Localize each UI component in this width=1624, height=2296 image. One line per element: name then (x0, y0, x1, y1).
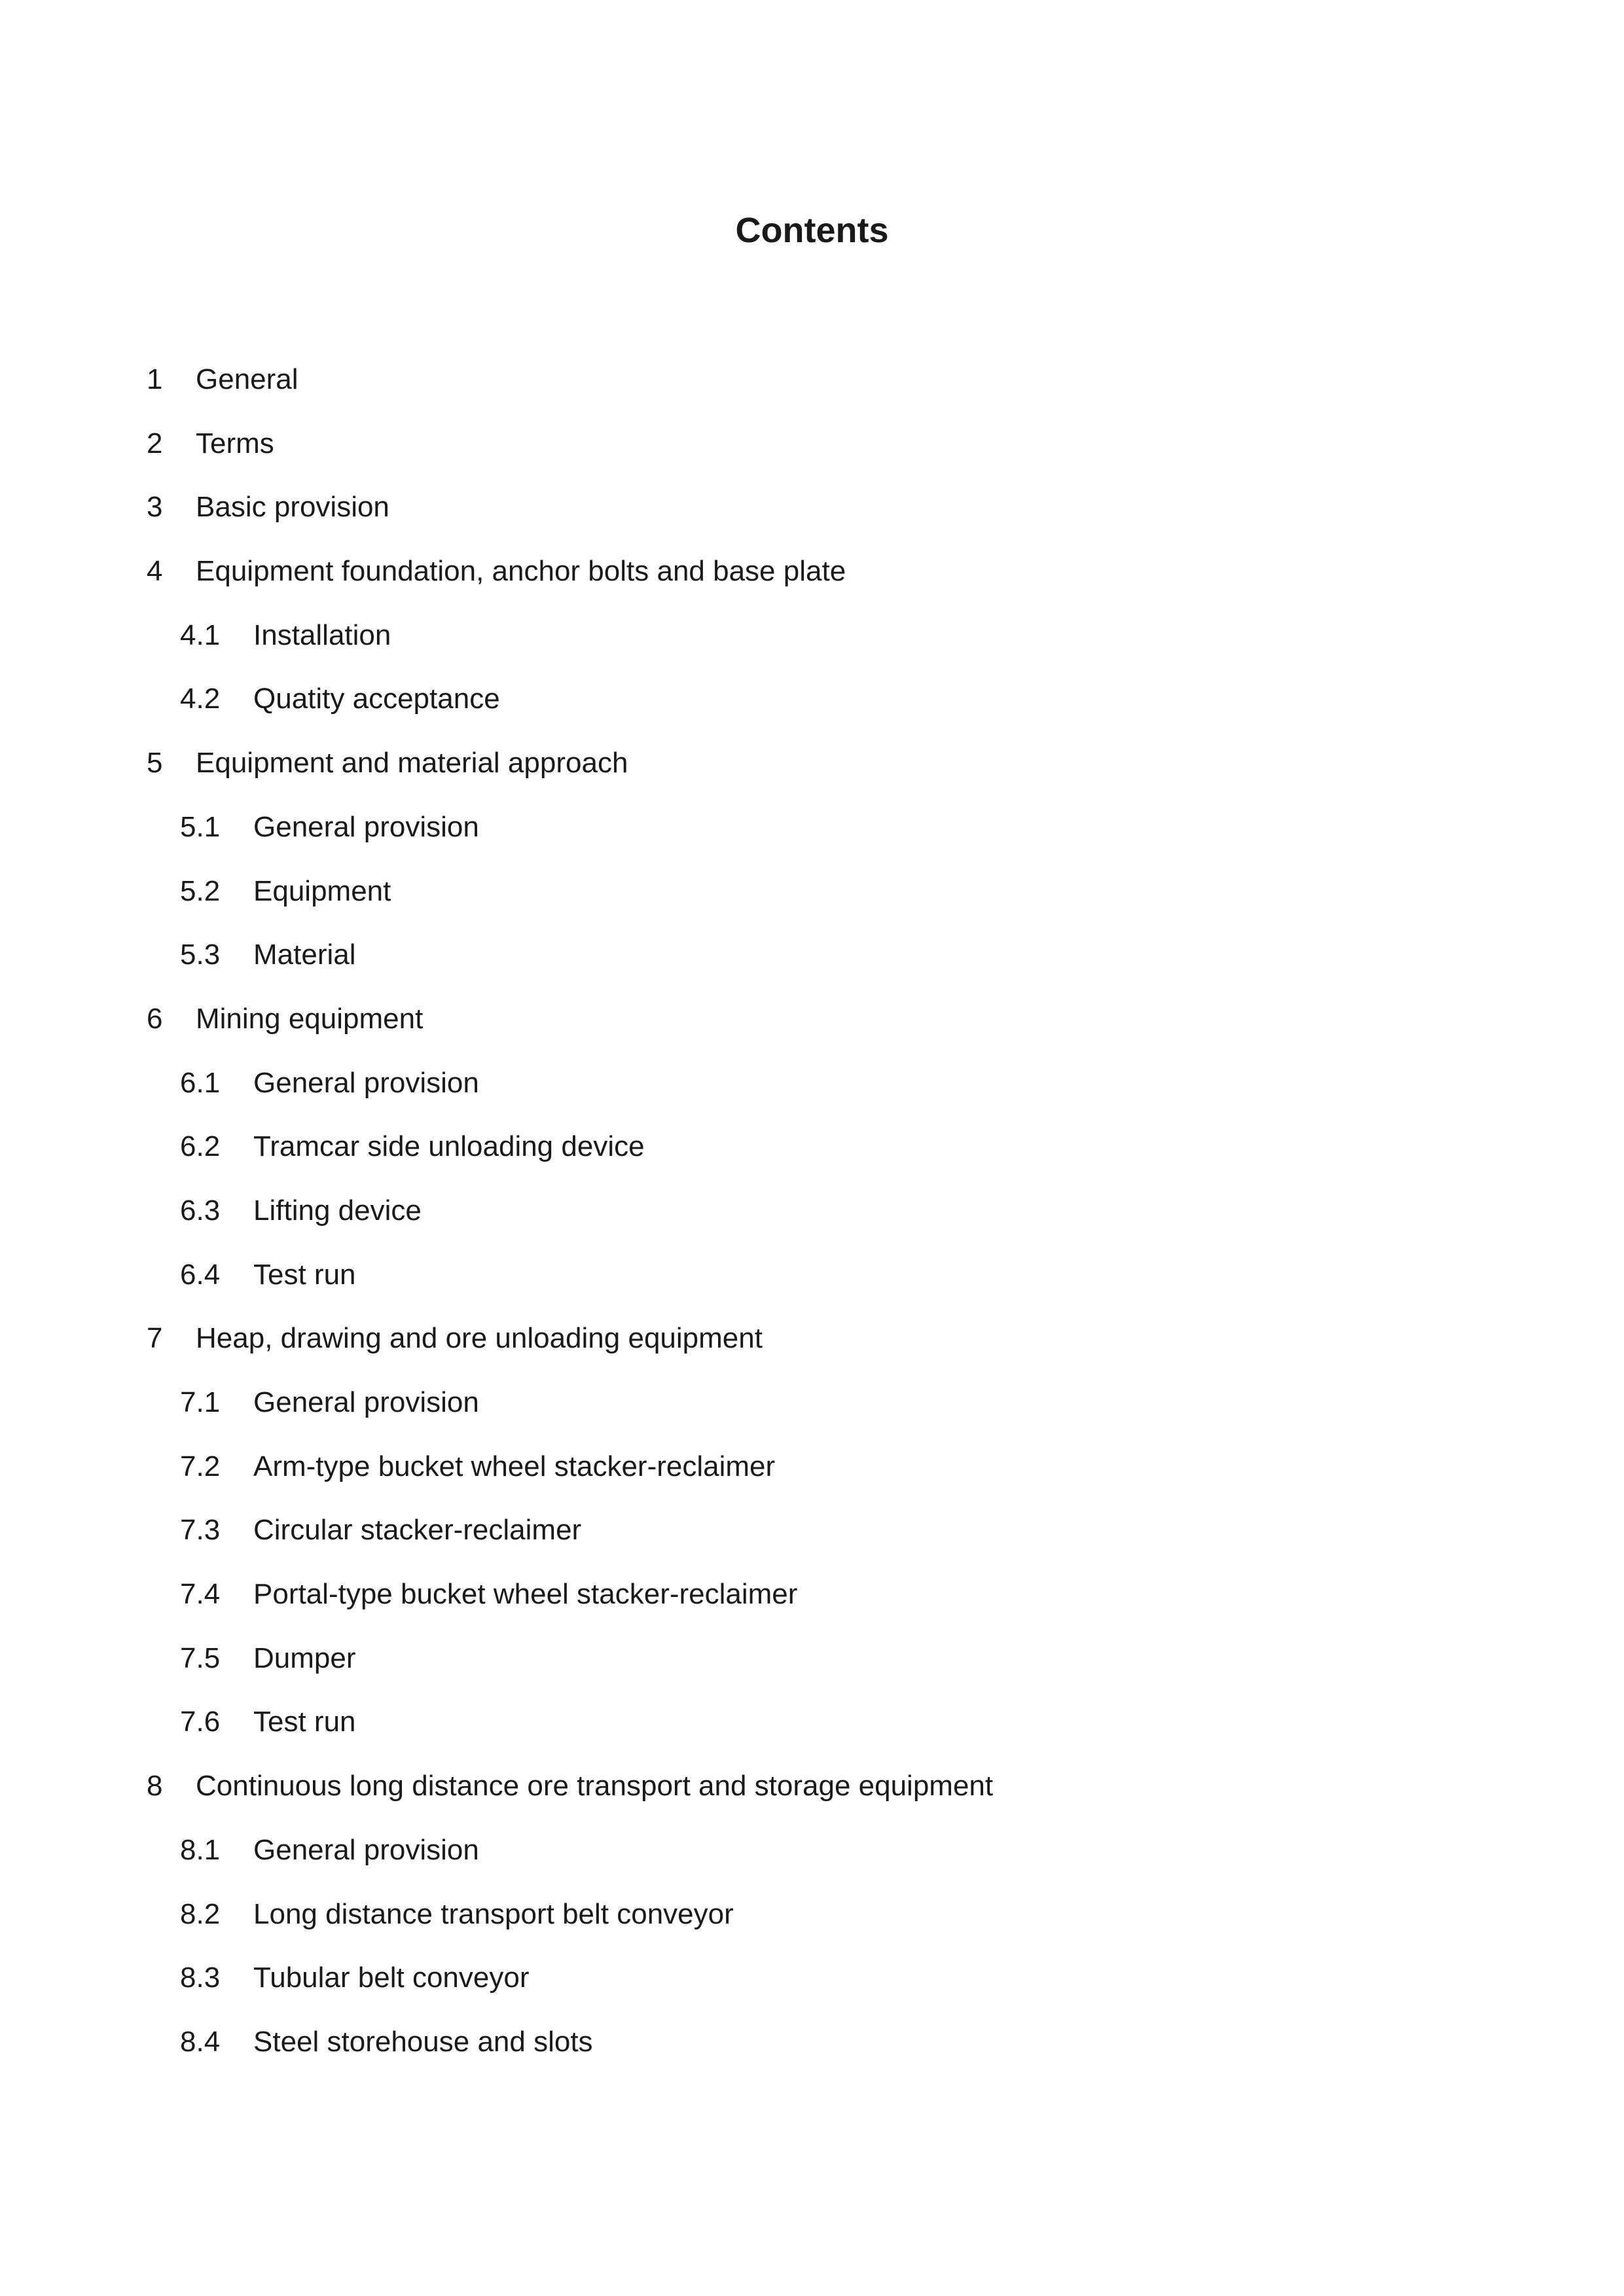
toc-entry (0, 1064, 1624, 1128)
toc-entry-number: 3 (147, 491, 163, 524)
toc-entry (0, 1639, 1624, 1703)
toc-entry (0, 808, 1624, 872)
toc-entry (0, 1255, 1624, 1319)
toc-entry-number: 7.1 (180, 1386, 221, 1418)
toc-entry-label: Test run (253, 1258, 356, 1291)
toc-entry (0, 1958, 1624, 2022)
toc-entry (0, 872, 1624, 936)
toc-entry-number: 7.3 (180, 1514, 221, 1547)
toc-entry (0, 1702, 1624, 1767)
toc-entry-label: General provision (253, 810, 479, 843)
toc-entry (0, 1575, 1624, 1639)
toc-entry-number: 6.4 (180, 1258, 221, 1291)
toc-entry-number: 5.2 (180, 874, 221, 907)
toc-entry (0, 1831, 1624, 1895)
toc-entry-label: Quatity acceptance (253, 683, 500, 715)
toc-entry-number: 8.3 (180, 1962, 221, 1994)
toc-entry-label: Arm-type bucket wheel stacker-reclaimer (253, 1450, 776, 1482)
toc-entry (0, 488, 1624, 552)
toc-entry-number: 4 (147, 555, 163, 588)
toc-entry (0, 679, 1624, 744)
toc-entry (0, 1319, 1624, 1383)
toc-entry (0, 1511, 1624, 1575)
toc-entry-number: 7.4 (180, 1578, 221, 1611)
toc-entry-number: 2 (147, 427, 163, 459)
toc-entry-number: 5 (147, 747, 163, 780)
toc-entry (0, 744, 1624, 808)
toc-entry-number: 6.1 (180, 1066, 221, 1099)
toc-entry-label: General provision (253, 1066, 479, 1099)
toc-entry (0, 935, 1624, 999)
toc-entry-label: Equipment foundation, anchor bolts and base plate (196, 555, 846, 588)
toc-entry-label: Equipment and material approach (196, 747, 628, 780)
toc-entry-label: General provision (253, 1833, 479, 1866)
toc-entry-label: Mining equipment (196, 1002, 424, 1035)
toc-entry-number: 4.1 (180, 619, 221, 651)
toc-entry-number: 8 (147, 1770, 163, 1803)
table-of-contents (0, 360, 1624, 2087)
toc-entry (0, 424, 1624, 488)
toc-entry-label: Installation (253, 619, 391, 651)
toc-entry-number: 8.2 (180, 1897, 221, 1930)
toc-entry-label: Lifting device (253, 1194, 422, 1227)
toc-entry-label: Basic provision (196, 491, 389, 524)
toc-entry-number: 8.1 (180, 1833, 221, 1866)
toc-entry-label: Continuous long distance ore transport and storage equipment (196, 1770, 994, 1803)
toc-entry-number: 1 (147, 363, 163, 395)
toc-entry-number: 7.5 (180, 1641, 221, 1674)
toc-entry-number: 5.3 (180, 939, 221, 971)
toc-entry-label: Steel storehouse and slots (253, 2025, 593, 2058)
toc-entry (0, 1895, 1624, 1959)
toc-entry (0, 1767, 1624, 1831)
toc-entry (0, 1191, 1624, 1255)
toc-entry-number: 7.2 (180, 1450, 221, 1482)
page-title: Contents (735, 211, 889, 250)
toc-entry-label: Heap, drawing and ore unloading equipment (196, 1322, 763, 1355)
toc-entry (0, 999, 1624, 1064)
toc-entry (0, 1447, 1624, 1511)
toc-entry-label: Tramcar side unloading device (253, 1130, 645, 1163)
toc-entry-label: General provision (253, 1386, 479, 1418)
toc-entry-label: General (196, 363, 298, 395)
toc-entry-label: Equipment (253, 874, 391, 907)
toc-entry-number: 6.3 (180, 1194, 221, 1227)
toc-entry (0, 1383, 1624, 1447)
toc-entry-number: 7.6 (180, 1706, 221, 1738)
toc-entry-number: 7 (147, 1322, 163, 1355)
toc-entry-label: Portal-type bucket wheel stacker-reclaimer (253, 1578, 798, 1611)
toc-entry-label: Tubular belt conveyor (253, 1962, 530, 1994)
toc-entry (0, 552, 1624, 616)
toc-entry (0, 2022, 1624, 2087)
toc-entry-label: Test run (253, 1706, 356, 1738)
toc-entry (0, 360, 1624, 424)
toc-entry-label: Long distance transport belt conveyor (253, 1897, 734, 1930)
toc-entry-number: 6 (147, 1002, 163, 1035)
toc-entry-label: Material (253, 939, 356, 971)
toc-entry-number: 8.4 (180, 2025, 221, 2058)
toc-entry-label: Circular stacker-reclaimer (253, 1514, 582, 1547)
toc-entry-number: 4.2 (180, 683, 221, 715)
toc-entry (0, 1127, 1624, 1191)
toc-entry-label: Terms (196, 427, 274, 459)
toc-entry-number: 6.2 (180, 1130, 221, 1163)
toc-entry-label: Dumper (253, 1641, 356, 1674)
toc-entry (0, 616, 1624, 680)
toc-entry-number: 5.1 (180, 810, 221, 843)
